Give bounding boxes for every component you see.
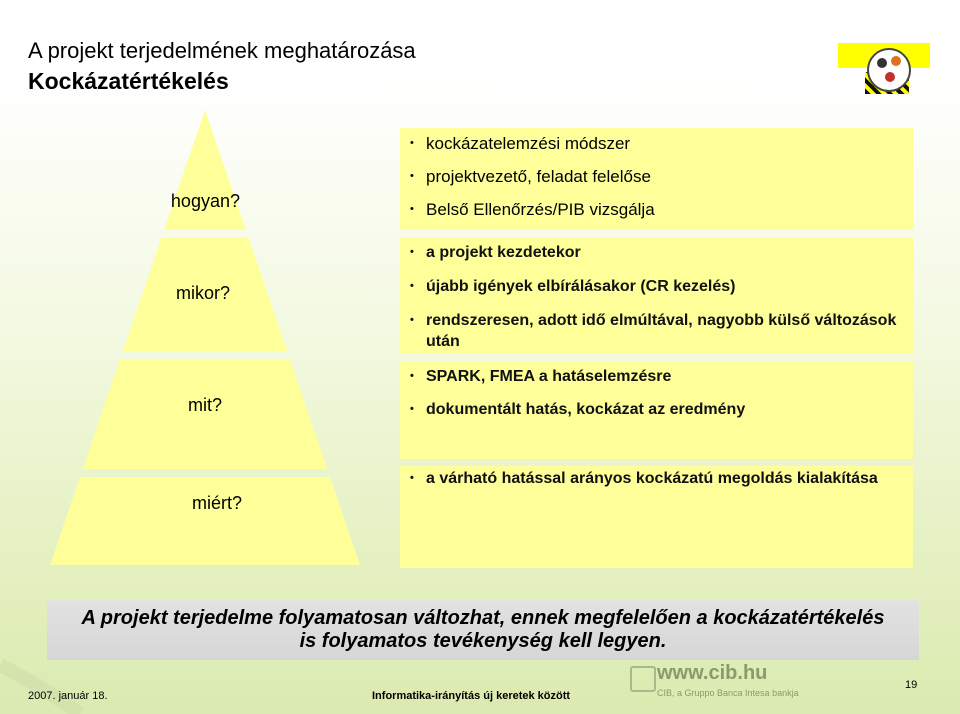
list-item: • projektvezető, feladat felelőse bbox=[400, 166, 913, 187]
conclusion-banner bbox=[47, 600, 919, 660]
conclusion-line-1: A projekt terjedelme folyamatosan változhat, ennek megfelelően a kockázatértékelés bbox=[81, 607, 885, 629]
scope-box bbox=[400, 361, 913, 459]
level-label-miert: miért? bbox=[191, 493, 242, 513]
list-item: • Belső Ellenőrzés/PIB vizsgálja bbox=[400, 199, 913, 220]
cib-logo-url: www.cib.hu bbox=[657, 662, 768, 684]
method-box bbox=[400, 128, 913, 230]
timing-box bbox=[400, 238, 913, 354]
cib-logo-icon bbox=[630, 666, 656, 692]
decorative-swirl bbox=[0, 655, 100, 714]
level-label-mikor: mikor? bbox=[175, 283, 230, 303]
risk-logo-icon bbox=[867, 48, 911, 92]
list-item: • a várható hatással arányos kockázatú megoldás kialakítása bbox=[400, 468, 913, 489]
list-item: • a projekt kezdetekor bbox=[400, 242, 913, 263]
list-item: • újabb igények elbírálásakor (CR kezelés) bbox=[400, 276, 913, 297]
conclusion-line-2: is folyamatos tevékenység kell legyen. bbox=[299, 630, 667, 652]
list-item: • rendszeresen, adott idő elmúltával, nagyobb külső változások után bbox=[400, 310, 913, 352]
list-item: • kockázatelemzési módszer bbox=[400, 133, 913, 154]
slide-subtitle: Kockázatértékelés bbox=[28, 68, 229, 94]
reason-box bbox=[400, 466, 913, 568]
page-number: 19 bbox=[905, 679, 918, 691]
list-item: • SPARK, FMEA a hatáselemzésre bbox=[400, 366, 913, 387]
level-label-mit: mit? bbox=[187, 395, 222, 415]
list-item: • dokumentált hatás, kockázat az eredmény bbox=[400, 399, 913, 420]
level-label-hogyan: hogyan? bbox=[170, 191, 240, 211]
cib-logo-tagline: CIB, a Gruppo Banca Intesa bankja bbox=[657, 688, 799, 698]
slide-title: A projekt terjedelmének meghatározása bbox=[28, 38, 416, 63]
footer-date: 2007. január 18. bbox=[28, 690, 108, 702]
footer-title: Informatika-irányítás új keretek között bbox=[372, 690, 571, 702]
